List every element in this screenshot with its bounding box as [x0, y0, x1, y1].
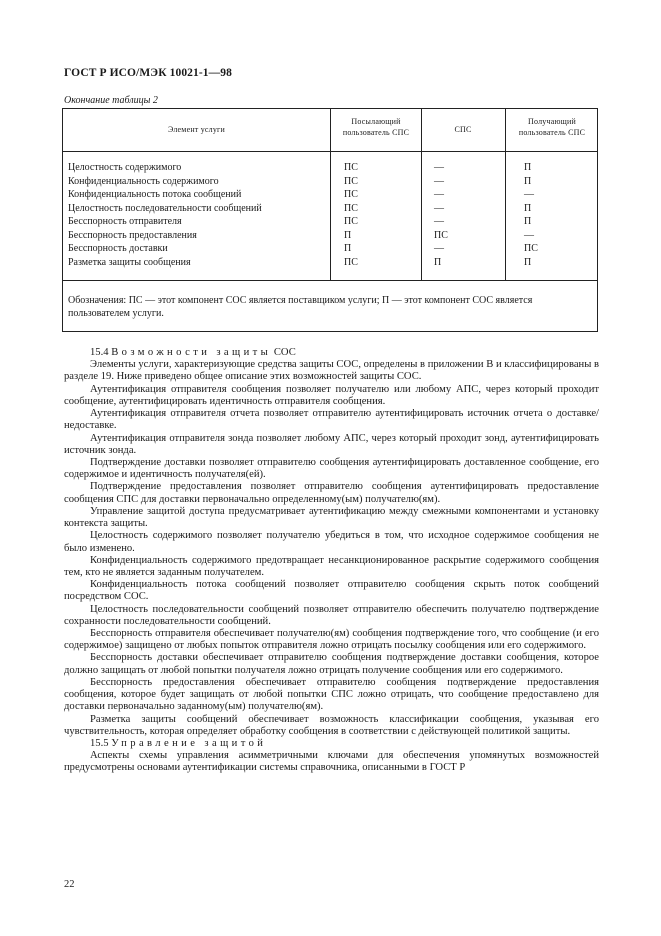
- legend-separator: [63, 280, 597, 281]
- section-15-4-paragraphs: [64, 359, 599, 738]
- header-separator: [63, 151, 597, 152]
- table-cell-value: ПС: [344, 162, 358, 173]
- table-cell-value: ПС: [434, 229, 448, 241]
- security-elements-table: [62, 108, 598, 332]
- paragraph: Подтверждение предоставления позволяет отправителю сообщения аутентифицировать предоставление сообщения СПС для доставки первоначально определенному(ым) получателю(ям).: [64, 481, 599, 505]
- table-caption: Окончание таблицы 2: [64, 95, 158, 106]
- section-number: 15.5: [90, 738, 109, 749]
- table-cell-value: ПС: [344, 189, 358, 200]
- section-title: Управление защитой: [111, 738, 267, 749]
- paragraph: Конфиденциальность содержимого предотвращает несанкционированное раскрытие содержимого сообщения тем, кто не является заданным получателем.: [64, 554, 599, 578]
- table-cell-value: П: [344, 243, 352, 254]
- table-cell-element: Целостность последовательности сообщений: [68, 202, 262, 214]
- table-cell-element: Бесспорность предоставления: [68, 229, 197, 241]
- table-cell-value: —: [434, 243, 444, 254]
- column-header-recipient: Получающий пользователь СПС: [518, 117, 586, 137]
- paragraph: Бесспорность доставки обеспечивает отправителю сообщения подтверждение доставки сообщения, которое должно защищать от любой попытки получателя ложно отрицать получение сообщения или его содержимого.: [64, 652, 599, 676]
- paragraph: Аутентификация отправителя отчета позволяет отправителю аутентифицировать источник отчета о доставке/недоставке.: [64, 408, 599, 432]
- table-cell-value: —: [434, 216, 444, 227]
- column-divider: [330, 109, 331, 281]
- paragraph: Целостность содержимого позволяет получателю убедиться в том, что исходное содержимое сообщения не было изменено.: [64, 530, 599, 554]
- table-cell-value: П: [524, 162, 532, 173]
- table-cell-value: —: [434, 175, 444, 187]
- column-divider: [505, 109, 506, 281]
- table-cell-value: —: [434, 162, 444, 173]
- table-cell-value: ПС: [344, 175, 358, 187]
- table-cell-value: ПС: [344, 216, 358, 227]
- table-cell-value: П: [524, 202, 532, 214]
- section-15-4-heading: [64, 347, 599, 359]
- section-number: 15.4: [90, 347, 109, 358]
- paragraph: Бесспорность предоставления обеспечивает отправителю сообщения подтверждение предоставления сообщения, которое будет защищать от любой попытки СПС ложно отрицать, что сообщение предоставлено для доставки первоначально заданному(ым) получателю(ям).: [64, 676, 599, 713]
- paragraph: Целостность последовательности сообщений позволяет отправителю обеспечить получателю подтверждение сохранности последовательности сообщений.: [64, 603, 599, 627]
- table-cell-value: ПС: [524, 243, 538, 254]
- table-cell-value: ПС: [344, 202, 358, 214]
- table-cell-value: П: [434, 256, 442, 268]
- body-text: [64, 347, 599, 775]
- table-cell-value: —: [524, 189, 534, 200]
- paragraph: Элементы услуги, характеризующие средства защиты СОС, определены в приложении В и классифицированы в разделе 19. Ниже приведено общее описание этих возможностей защиты СОС.: [64, 359, 599, 383]
- table-cell-value: —: [524, 229, 534, 241]
- table-cell-element: Бесспорность отправителя: [68, 216, 182, 227]
- table-legend: Обозначения: ПС — этот компонент СОС является поставщиком услуги; П — этот компонент СОС является пользователем услуги.: [68, 295, 533, 319]
- table-cell-value: П: [524, 216, 532, 227]
- section-15-5-heading: [64, 738, 599, 750]
- section-15-5-paragraph: Аспекты схемы управления асимметричными ключами для обеспечения упомянутых возможностей предусмотрены основами аутентификации системы справочника, описанными в ГОСТ Р: [64, 750, 599, 774]
- paragraph: Конфиденциальность потока сообщений позволяет отправителю сообщения скрыть поток сообщений посредством СОС.: [64, 579, 599, 603]
- table-cell-value: П: [524, 175, 532, 187]
- table-cell-value: П: [524, 256, 532, 268]
- table-cell-element: Разметка защиты сообщения: [68, 256, 191, 268]
- paragraph: Аутентификация отправителя сообщения позволяет получателю или любому АПС, через который проходит сообщение, аутентифицировать идентичность отправителя сообщения.: [64, 383, 599, 407]
- section-title: Возможности защиты: [111, 347, 272, 358]
- table-cell-element: Целостность содержимого: [68, 162, 182, 173]
- table-cell-value: —: [434, 202, 444, 214]
- paragraph: Управление защитой доступа предусматривает аутентификацию между смежными компонентами и установку контекста защиты.: [64, 505, 599, 530]
- section-title-suffix: СОС: [273, 347, 296, 358]
- table-cell-element: Бесспорность доставки: [68, 243, 168, 254]
- table-cell-value: П: [344, 229, 352, 241]
- table-cell-element: Конфиденциальность содержимого: [68, 175, 219, 187]
- column-header-element: Элемент услуги: [167, 125, 225, 134]
- table-cell-value: —: [434, 189, 444, 200]
- column-header-sender: Посылающий пользователь СПС: [342, 117, 410, 137]
- paragraph: Аутентификация отправителя зонда позволяет любому АПС, через который проходит зонд, аутентифицировать источник зонда.: [64, 432, 599, 456]
- page-number: 22: [64, 879, 75, 890]
- column-header-mts: СПС: [454, 125, 472, 134]
- paragraph: Разметка защиты сообщений обеспечивает возможность классификации сообщения, указывая его чувствительность, которая определяет обработку сообщения в соответствии с действующей политикой защиты.: [64, 713, 599, 737]
- paragraph: Бесспорность отправителя обеспечивает получателю(ям) сообщения подтверждение того, что сообщение (и его содержимое) защищено от любых попыток отправителя ложно отрицать посылку сообщения или его содержимого.: [64, 628, 599, 652]
- table-cell-element: Конфиденциальность потока сообщений: [68, 189, 242, 200]
- paragraph: Подтверждение доставки позволяет отправителю сообщения аутентифицировать доставленное сообщение, его содержимое и идентичность получателя(ей).: [64, 456, 599, 481]
- document-header: ГОСТ Р ИСО/МЭК 10021-1—98: [64, 67, 232, 79]
- table-cell-value: ПС: [344, 256, 358, 268]
